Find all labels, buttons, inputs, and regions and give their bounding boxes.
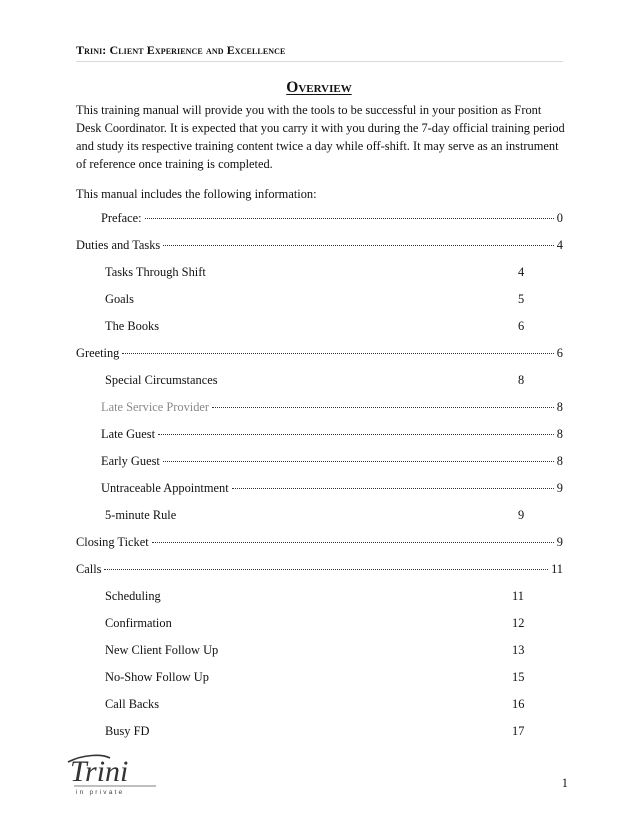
toc-entry-late-service-provider[interactable] <box>101 400 563 416</box>
toc-entry-tasks-through-shift[interactable] <box>105 265 525 281</box>
toc-page: 9 <box>556 535 563 549</box>
toc-label: Late Service Provider <box>101 400 210 414</box>
toc-page: 9 <box>556 481 563 495</box>
toc-leader <box>158 434 554 435</box>
toc-page: 17 <box>512 724 525 738</box>
logo-tagline: in private <box>76 789 125 796</box>
toc-entry-confirmation[interactable] <box>105 616 525 632</box>
toc-page: 11 <box>551 562 563 576</box>
toc-label: Preface: <box>101 211 142 225</box>
toc-leader <box>163 245 554 246</box>
toc-leader <box>145 218 554 219</box>
toc-label: Call Backs <box>105 697 160 711</box>
trini-logo <box>64 748 164 800</box>
toc-lead-text: This manual includes the following information: <box>76 187 317 201</box>
toc-entry-duties-and-tasks[interactable] <box>76 238 563 254</box>
toc-page: 5 <box>518 292 525 306</box>
toc-leader <box>122 353 553 354</box>
toc-entry-early-guest[interactable] <box>101 454 563 470</box>
toc-entry-scheduling[interactable] <box>105 589 524 605</box>
toc-label: Scheduling <box>105 589 161 603</box>
toc-label: The Books <box>105 319 160 333</box>
logo-wordmark: Trini <box>70 755 129 788</box>
toc-label: Untraceable Appointment <box>101 481 229 495</box>
toc-label: Goals <box>105 292 134 306</box>
toc-entry-the-books[interactable] <box>105 319 525 335</box>
toc-entry-5-minute-rule[interactable] <box>105 508 525 524</box>
header-rule <box>76 61 563 62</box>
toc-label: New Client Follow Up <box>105 643 219 657</box>
toc-entry-goals[interactable] <box>105 292 525 308</box>
toc-label: Tasks Through Shift <box>105 265 206 279</box>
toc-entry-busy-fd[interactable] <box>105 724 525 740</box>
toc-page: 6 <box>556 346 563 360</box>
toc-entry-no-show-follow-up[interactable] <box>105 670 525 686</box>
toc-entry-untraceable-appointment[interactable] <box>101 481 563 497</box>
toc-leader <box>104 569 548 570</box>
intro-paragraph: This training manual will provide you with the tools to be successful in your position as Front Desk Coordinator. It is expected that you carry it with you during the 7-day official training period and study its respective training content twice a day while off-shift. It may serve as an instrument of reference once training is completed. <box>76 103 565 171</box>
toc-label: Early Guest <box>101 454 160 468</box>
page-number: 1 <box>561 776 568 790</box>
running-header: Trini: Client Experience and Excellence <box>76 43 286 57</box>
toc-page: 4 <box>518 265 525 279</box>
toc-page: 12 <box>512 616 525 630</box>
toc-leader <box>163 461 554 462</box>
toc-page: 8 <box>556 400 563 414</box>
toc-entry-late-guest[interactable] <box>101 427 563 443</box>
toc-entry-calls[interactable] <box>76 562 563 578</box>
toc-page: 0 <box>556 211 563 225</box>
toc-leader <box>212 407 554 408</box>
toc-page: 8 <box>556 454 563 468</box>
toc-entry-call-backs[interactable] <box>105 697 525 713</box>
toc-leader <box>152 542 554 543</box>
toc-label: Special Circumstances <box>105 373 218 387</box>
toc-label: Closing Ticket <box>76 535 149 549</box>
toc-page: 9 <box>518 508 525 522</box>
toc-page: 8 <box>518 373 525 387</box>
toc-label: Greeting <box>76 346 120 360</box>
toc-leader <box>232 488 554 489</box>
toc-label: No-Show Follow Up <box>105 670 209 684</box>
toc-label: Calls <box>76 562 102 576</box>
toc-page: 16 <box>512 697 525 711</box>
toc-entry-special-circumstances[interactable] <box>105 373 525 389</box>
toc-entry-preface[interactable] <box>101 211 563 227</box>
toc-page: 13 <box>512 643 525 657</box>
toc-page: 11 <box>512 589 524 603</box>
toc-label: Confirmation <box>105 616 172 630</box>
toc-label: Late Guest <box>101 427 156 441</box>
toc-label: 5-minute Rule <box>105 508 177 522</box>
toc-label: Duties and Tasks <box>76 238 161 252</box>
toc-label: Busy FD <box>105 724 150 738</box>
page-title: Overview <box>286 79 352 96</box>
toc-page: 8 <box>556 427 563 441</box>
toc-entry-new-client-follow-up[interactable] <box>105 643 525 659</box>
toc-page: 6 <box>518 319 525 333</box>
toc-entry-closing-ticket[interactable] <box>76 535 563 551</box>
toc-entry-greeting[interactable] <box>76 346 563 362</box>
toc-page: 4 <box>556 238 563 252</box>
toc-page: 15 <box>512 670 525 684</box>
